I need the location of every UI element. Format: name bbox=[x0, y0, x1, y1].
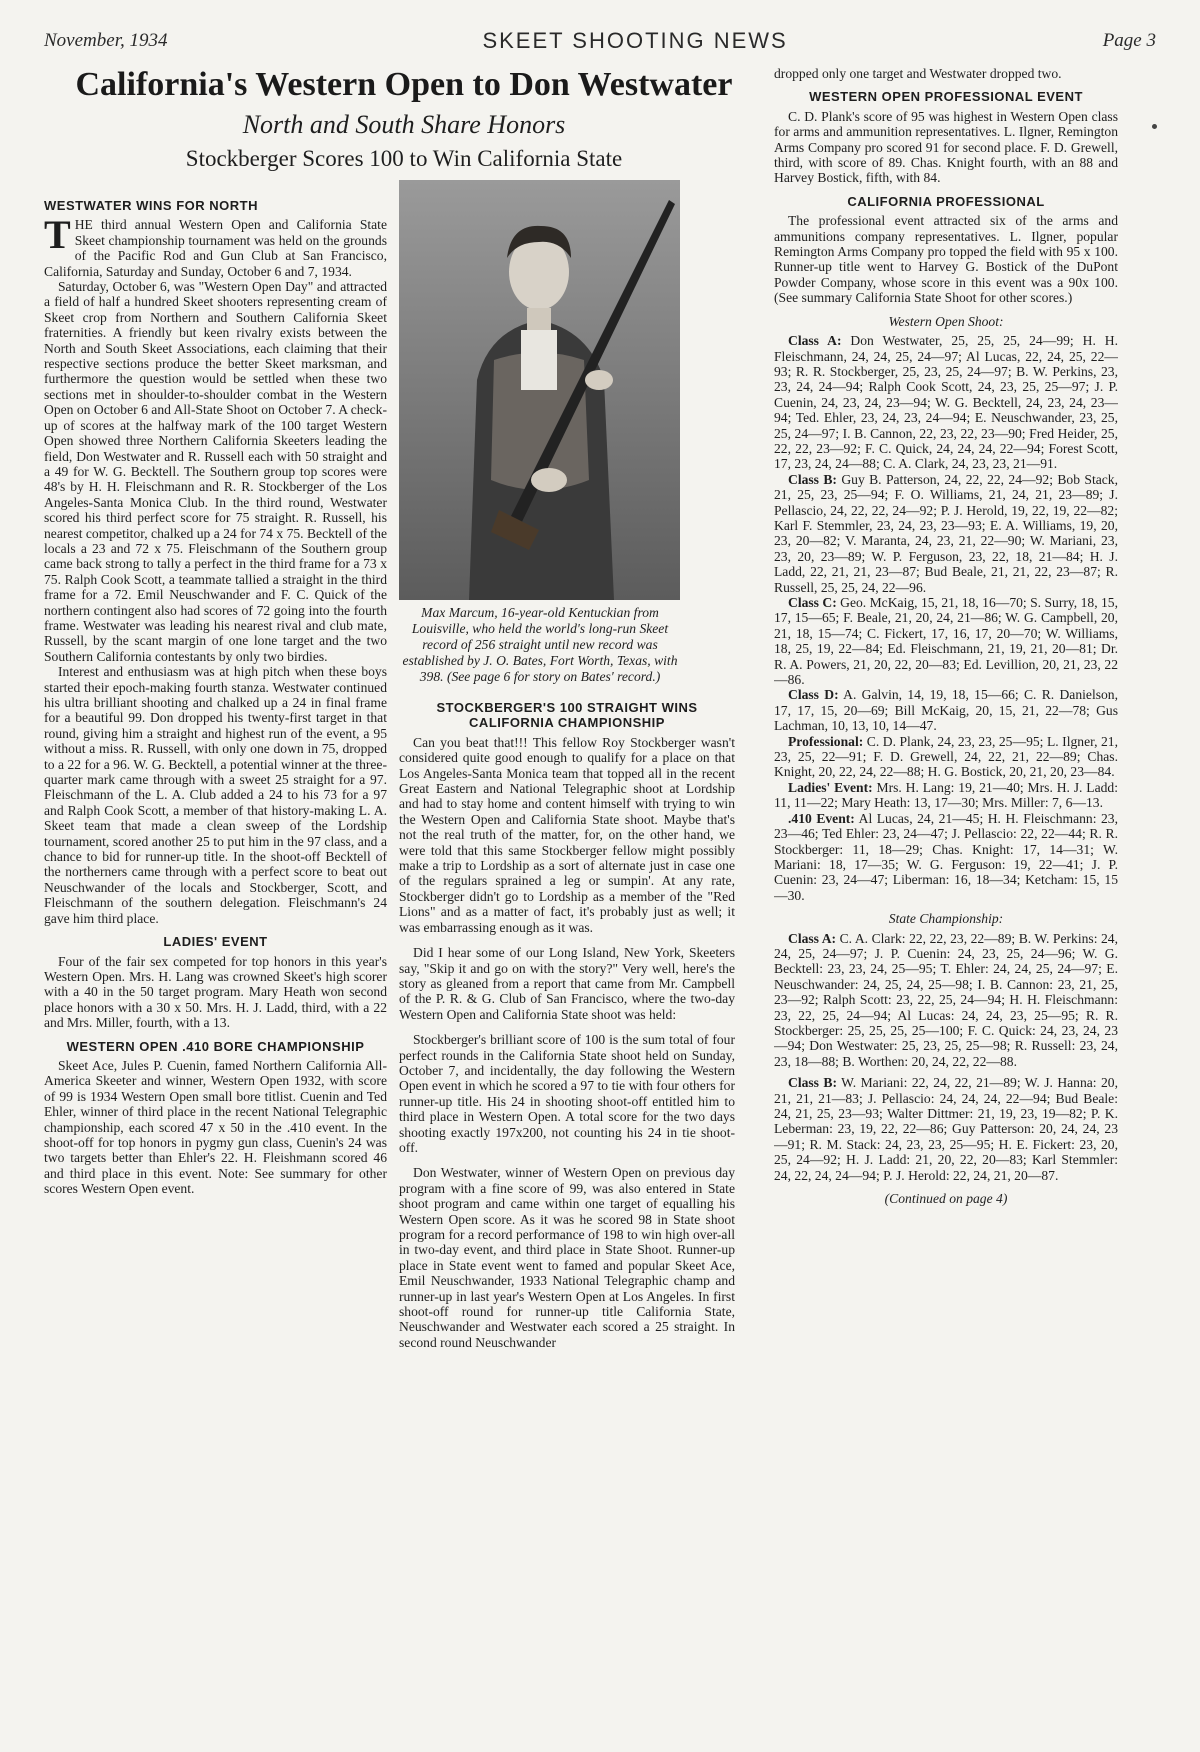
paragraph: C. D. Plank's score of 95 was highest in Western Open class for arms and ammunition representatives. L. Ilgner, Remington Arms Company pro scored 91 for second place. F. D. Grewell, third, with score of 89. Chas. Knight fourth, with an 88 and Harvey Bostick, fifth, with 84. bbox=[774, 108, 1118, 186]
photo-illustration bbox=[399, 180, 680, 600]
section-heading: LADIES' EVENT bbox=[163, 934, 268, 950]
section-heading: CALIFORNIA PROFESSIONAL bbox=[847, 193, 1045, 209]
article-title: California's Western Open to Don Westwater bbox=[75, 66, 733, 103]
paragraph: Interest and enthusiasm was at high pitch when these boys started their epoch-making fourth stanza. Westwater continued his ultra brilliant shooting and chalked up a 24 in final frame for a beautiful 99. Don dropped his twenty-first target in that round, giving him a straight and highest run of the event, a 95 without a miss. R. Russell, with only one down in 75, dropped to a 22 for a 96. W. G. Becktell, a potential winner at the three-quarter mark came through with a sweet 25 straight for a 97. Fleischmann of the L. A. Club added a 24 to his 73 for a 97 and Ralph Cook Scott, a member of that history-making L. A. Skeet team that made a clean sweep of the Lordship tournament, scored another 25 to put him in the 97 class, and a chance to bid for runner-up title. In the shoot-off Becktell of the northerners came through with a perfect score to beat out Neuschwander of the locals and Stockberger, Scott, and Fleischmann of the southern delegation. Fleischmann's 24 gave him third place. bbox=[44, 664, 387, 926]
page-number: Page 3 bbox=[1102, 30, 1156, 51]
results-heading: Western Open Shoot: bbox=[888, 313, 1004, 329]
section-heading: STOCKBERGER'S 100 STRAIGHT WINS CALIFORNIA CHAMPIONSHIP bbox=[436, 700, 698, 731]
results-class-d: Class D: A. Galvin, 14, 19, 18, 15—66; C. R. Danielson, 17, 17, 15, 20—69; Bill McKaig, 20, 15, 21, 22—78; Gus Lachman, 10, 13, 10, 14—47. bbox=[774, 687, 1118, 734]
margin-dot bbox=[1152, 124, 1157, 129]
paragraph: Can you beat that!!! This fellow Roy Stockberger wasn't considered quite good enough to qualify for a place on that Los Angeles-Santa Monica team that topped all in the recent Great Eastern and National Telegraphic shoot at Lordship and had to stay home and content himself with trying to win the Western Open and California State shoot. Maybe that's not the real truth of the matter, for, on the other hand, we were told that this same Stockberger fellow might possibly make a trip to Lordship as a sort of alternate just in case one of the regulars sprained a leg or sumpin'. At any rate, Stockberger didn't go to Lordship as a member of the "Red Lions" and as a matter of fact, it's probably just as well; it was embarrassing enough as it was. bbox=[399, 734, 735, 935]
issue-date: November, 1934 bbox=[44, 30, 168, 51]
paragraph: Four of the fair sex competed for top honors in this year's Western Open. Mrs. H. Lang was crowned Skeet's high scorer with a 40 in the 50 target program. Mary Heath won second place honors with a 30 x 50. Mrs. H. J. Ladd, third, with a 22 and Mrs. Miller, fourth, with a 13. bbox=[44, 953, 387, 1031]
masthead: SKEET SHOOTING NEWS bbox=[482, 28, 788, 53]
drop-cap: T bbox=[44, 212, 71, 258]
photo-caption: Max Marcum, 16-year-old Kentuckian from Louisville, who held the world's long-run Skeet record of 256 straight until new record was established by J. O. Bates, Fort Worth, Texas, with 398. (See page 6 for story on Bates' record.) bbox=[402, 605, 678, 684]
state-class-a: Class A: C. A. Clark: 22, 22, 23, 22—89; B. W. Perkins: 24, 24, 25, 24—97; J. P. Cuenin: 24, 23, 25, 24—96; W. G. Becktell: 23, 23, 24, 25—95; T. Ehler: 24, 24, 25, 24—97; E. Neuschwander: 24, 25, 24, 25—98; I. B. Cannon: 23, 21, 25, 23—92; Ralph Scott: 23, 22, 25, 24—94; H. H. Fleischmann: 23, 22, 25, 24—94; Al Lucas: 24, 24, 23, 25—95; R. R. Stockberger: 25, 25, 25, 25—100; F. C. Quick: 24, 23, 24, 23—94; Don Westwater: 25, 23, 25, 25—98; R. Russell: 23, 24, 23, 18—88; B. Worthen: 20, 24, 22, 22—88. bbox=[774, 930, 1118, 1069]
results-heading: State Championship: bbox=[888, 911, 1004, 927]
section-heading: WESTERN OPEN .410 BORE CHAMPIONSHIP bbox=[66, 1038, 365, 1054]
results-class-a: Class A: Don Westwater, 25, 25, 25, 24—99; H. H. Fleischmann, 24, 24, 25, 24—97; Al Lucas, 22, 24, 25, 22—93; R. R. Stockberger, 25, 23, 25, 24—97; B. W. Perkins, 23, 23, 24, 24—94; Ralph Cook Scott, 24, 23, 25, 25—97; J. P. Cuenin, 24, 23, 24, 23—94; W. G. Becktell, 24, 23, 24, 23—94; Ted. Ehler, 23, 24, 23, 24—94; E. Neuschwander, 23, 25, 25, 24—97; I. B. Cannon, 22, 23, 22, 23—90; Fred Heider, 25, 22, 22, 23—92; F. C. Quick, 24, 24, 24, 22—94; Forest Scott, 17, 23, 24, 24—88; C. A. Clark, 24, 23, 23, 21—91. bbox=[774, 333, 1118, 472]
results-class-b: Class B: Guy B. Patterson, 24, 22, 22, 24—92; Bob Stack, 21, 25, 23, 25—94; F. O. Williams, 21, 24, 21, 23—89; J. Pellascio, 24, 22, 22, 24—92; P. J. Herold, 19, 22, 19, 22—82; Karl F. Stemmler, 23, 24, 23, 23—93; E. A. Williams, 19, 20, 23, 20—82; V. Maranta, 24, 23, 21, 22—90; W. Mariani, 23, 23, 20, 23—89; W. P. Ferguson, 23, 22, 18, 21—84; H. J. Ladd, 22, 21, 21, 23—87; Bud Beale, 21, 21, 22, 23—87; R. Russell, 25, 25, 24, 22—96. bbox=[774, 471, 1118, 595]
article-deck: Stockberger Scores 100 to Win California State bbox=[185, 146, 623, 171]
paragraph: dropped only one target and Westwater dropped two. bbox=[774, 66, 1062, 81]
article-subtitle: North and South Share Honors bbox=[242, 110, 566, 139]
paragraph: The professional event attracted six of the arms and ammunitions company representatives. L. Ilgner, popular Remington Arms Company pro topped the field with 95 x 100. Runner-up title went to Harvey G. Bostick of the DuPont Powder Company, whose score in this event was a 90x 100. (See summary California State Shoot for other scores.) bbox=[774, 213, 1118, 306]
paragraph: Saturday, October 6, was "Western Open Day" and attracted a field of half a hundred Skeet shooters representing cream of Skeet crop from Northern and Southern California Skeet fraternities. A friendly but keen rivalry exists between the North and South Skeet Associations, each claiming that their respective sections produce the better Skeet marksman, and furthermore the question would be settled when these two sections met in shoulder-to-shoulder combat in the Western Open on October 6 and All-State Shoot on October 7. A check-up of scores at the halfway mark of the 100 target Western Open showed three Northern California Skeeters leading the field, Don Westwater and R. Russell each with 50 straight and a 49 for W. G. Becktell. The Southern group top scores were 48's by H. H. Fleischmann and R. R. Stockberger of the Los Angeles-Santa Monica Club. In the third round, Westwater scored his third perfect score for 75 straight. R. Russell, his nearest competitor, chalked up a 24 for 74 x 75. Becktell of the locals a 23 and 72 x 75. Fleischmann of the Southern group came back strong to tally a perfect in the third frame for a 73 x 75. Ralph Cook Scott, a teammate tallied a straight in the third frame for a 72. Emil Neuschwander and F. C. Quick of the northern contingent also had scores of 72 going into the fourth frame. Westwater was leading his nearest rival and club mate, Russell, by the scant margin of one lone target and the two Southern California contestants by only two birdies. bbox=[44, 279, 387, 664]
paragraph: Skeet Ace, Jules P. Cuenin, famed Northern California All-America Skeeter and winner, Western Open 1932, with score of 99 is 1934 Western Open small bore titlist. Cuenin and Ted Ehler, winner of third place in the recent National Telegraphic championship, each scored 47 x 50 in the .410 event. In the shoot-off for top honors in pygmy gun class, Cuenin's 24 was two targets better than Ehler's 22. H. Fleishmann scored 46 and third place in this event. Note: See summary for other scores Western Open event. bbox=[44, 1057, 387, 1197]
section-heading: WESTERN OPEN PROFESSIONAL EVENT bbox=[809, 89, 1083, 105]
column-2 bbox=[399, 692, 735, 1752]
portrait-photo bbox=[399, 180, 680, 600]
results-professional: Professional: C. D. Plank, 24, 23, 23, 25—95; L. Ilgner, 21, 23, 25, 22—91; F. D. Grewell, 24, 22, 21, 22—89; Chas. Knight, 20, 22, 24, 22—88; H. G. Bostick, 20, 21, 20, 23—84. bbox=[774, 733, 1118, 780]
results-ladies: Ladies' Event: Mrs. H. Lang: 19, 21—40; Mrs. H. J. Ladd: 11, 11—22; Mary Heath: 13, 17—30; Mrs. Miller: 7, 6—13. bbox=[774, 779, 1118, 811]
column-3 bbox=[774, 66, 1118, 1666]
paragraph: Stockberger's brilliant score of 100 is the sum total of four perfect rounds in the California State shoot held on Sunday, October 7, and incidentally, the day following the Western Open event in which he scored a 97 to tie with four others for runner-up title. His 24 in shooting shoot-off entitled him to third place in Western Open. A total score for the two days shooting exactly 197x200, not counting his 24 in tie shoot-off. bbox=[399, 1032, 735, 1155]
results-410: .410 Event: Al Lucas, 24, 21—45; H. H. Fleischmann: 23, 23—46; Ted Ehler: 23, 24—47; J. Pellascio: 22, 22—44; R. R. Stockberger: 11, 18—29; Chas. Knight: 17, 14—31; W. Mariani: 18, 17—35; W. G. Ferguson: 19, 22—41; J. P. Cuenin: 23, 24—47; Liberman: 16, 18—34; Ketcham: 15, 15—30. bbox=[774, 810, 1118, 903]
paragraph: THE third annual Western Open and California State Skeet championship tournament was held on the grounds of the Pacific Rod and Gun Club at San Francisco, California, Saturday and Sunday, October 6 and 7, 1934. bbox=[44, 212, 387, 279]
results-class-c: Class C: Geo. McKaig, 15, 21, 18, 16—70; S. Surry, 18, 15, 17, 15—65; F. Beale, 21, 20, 24, 21—86; W. G. Campbell, 20, 21, 18, 15—74; C. Fickert, 17, 16, 17, 20—70; W. Williams, 18, 25, 19, 22—84; Ed. Fleischmann, 21, 19, 21, 20—81; Dr. R. A. Powers, 21, 20, 22, 20—83; Ed. Levillion, 20, 21, 23, 22—86. bbox=[774, 595, 1118, 688]
paragraph: Did I hear some of our Long Island, New York, Skeeters say, "Skip it and go on with the story?" Very well, here's the story as gleaned from a report that came from Mr. Campbell of the P. R. & G. Club of San Francisco, where the two-day Western Open and California State shoot was held: bbox=[399, 945, 735, 1022]
section-heading: WESTWATER WINS FOR NORTH bbox=[44, 198, 258, 213]
continued-note: (Continued on page 4) bbox=[884, 1191, 1008, 1207]
page-header bbox=[44, 26, 1156, 56]
column-1 bbox=[44, 190, 387, 1660]
state-class-b: Class B: W. Mariani: 22, 24, 22, 21—89; W. J. Hanna: 20, 21, 21, 21—83; J. Pellascio: 24, 24, 24, 22—94; Bud Beale: 24, 21, 25, 23—93; Walter Dittmer: 21, 19, 23, 19—82; P. K. Leberman: 23, 19, 22, 22—86; Guy Patterson: 20, 24, 24, 23—91; R. M. Stack: 24, 23, 23, 25—95; H. E. Fickert: 23, 20, 25, 24—92; H. J. Ladd: 21, 20, 22, 20—83; Karl Stemmler: 24, 22, 24, 24—94; P. J. Herold: 22, 24, 21, 20—87. bbox=[774, 1075, 1118, 1183]
paragraph: Don Westwater, winner of Western Open on previous day program with a fine score of 99, was also entered in State shoot program and came within one target of equalling his Western Open score. As it was he scored 98 in State shoot program for a record performance of 198 to win high over-all in two-day event, and third place in State Shoot. Runner-up place in State event went to famed and popular Skeet Ace, Emil Neuschwander, 1933 National Telegraphic champ and runner-up in last year's Western Open at Los Angeles. In first shoot-off round for runner-up title California State, Neuschwander and Westwater each scored a 25 straight. In second round Neuschwander bbox=[399, 1165, 735, 1350]
